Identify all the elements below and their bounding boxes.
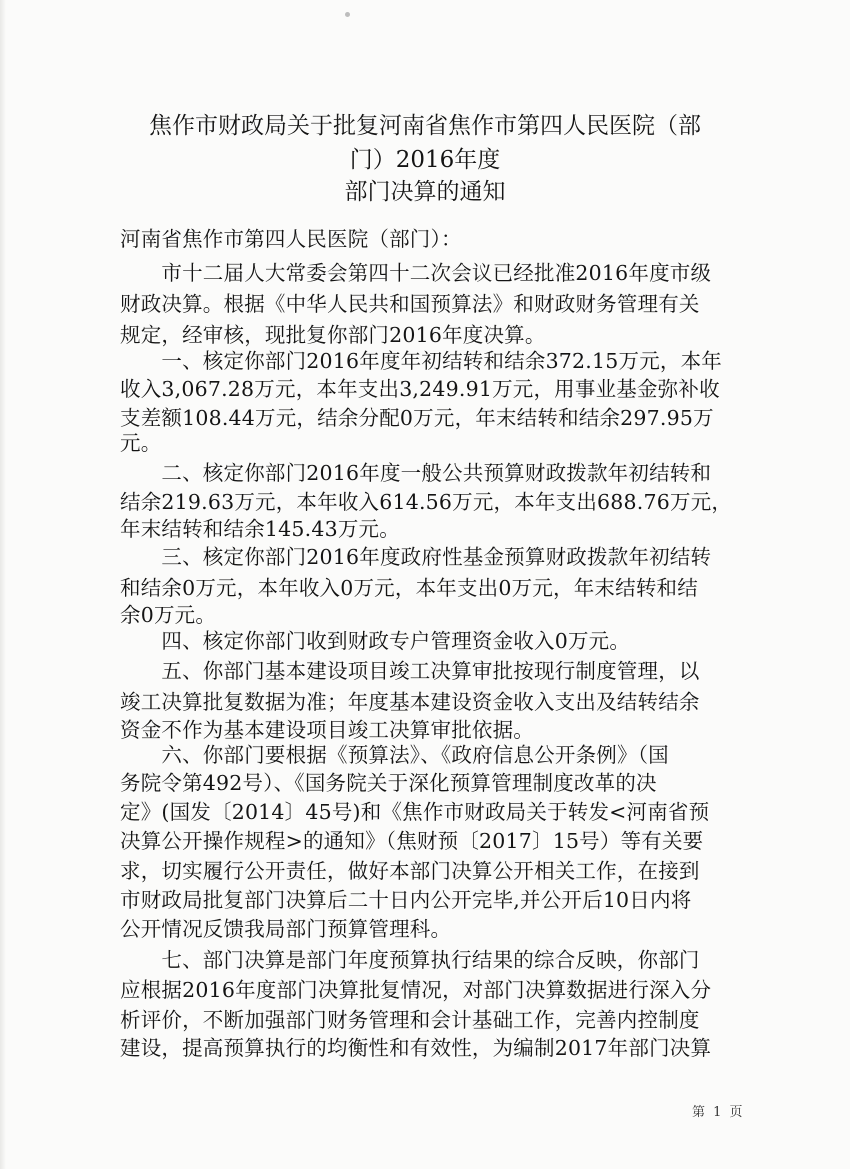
- body-line: 建设，提高预算执行的均衡性和有效性，为编制2017年部门决算: [120, 1036, 712, 1060]
- body-line: 和结余0万元，本年收入0万元，本年支出0万元，年末结转和结: [120, 576, 698, 600]
- body-line: 公开情况反馈我局部门预算管理科。: [120, 917, 452, 941]
- body-line: 收入3,067.28万元，本年支出3,249.91万元，用事业基金弥补收: [120, 377, 720, 401]
- body-line: 财政决算。根据《中华人民共和国预算法》和财政财务管理有关: [120, 292, 700, 316]
- addressee-line: 河南省焦作市第四人民医院（部门）：: [120, 227, 462, 251]
- document-title-line-1: 焦作市财政局关于批复河南省焦作市第四人民医院（部: [149, 113, 701, 139]
- body-line: 务院令第492号）、《国务院关于深化预算管理制度改革的决: [120, 771, 657, 795]
- body-line: 求，切实履行公开责任，做好本部门决算公开相关工作，在接到: [120, 859, 700, 883]
- body-line: 资金不作为基本建设项目竣工决算审批依据。: [120, 718, 534, 742]
- body-line: 年末结转和结余145.43万元。: [120, 517, 400, 541]
- body-line: 定》(国发〔2014〕45号)和《焦作市财政局关于转发<河南省预: [120, 800, 710, 824]
- body-line: 规定，经审核，现批复你部门2016年度决算。: [120, 323, 546, 347]
- body-line: 市十二届人大常委会第四十二次会议已经批准2016年度市级: [120, 261, 712, 285]
- body-line: 竣工决算批复数据为准；年度基本建设资金收入支出及结转结余: [120, 690, 700, 714]
- body-line: 二、核定你部门2016年度一般公共预算财政拨款年初结转和: [120, 461, 712, 485]
- body-line: 决算公开操作规程>的通知》（焦财预〔2017〕15号）等有关要: [120, 829, 704, 853]
- body-line: 四、核定你部门收到财政专户管理资金收入0万元。: [120, 629, 631, 653]
- body-line: 一、核定你部门2016年度年初结转和结余372.15万元，本年: [120, 349, 722, 373]
- document-title-line-2: 门）2016年度: [349, 147, 501, 173]
- document-title-line-3: 部门决算的通知: [344, 179, 506, 205]
- body-line: 五、你部门基本建设项目竣工决算审批按现行制度管理，以: [120, 659, 700, 683]
- body-line: 六、你部门要根据《预算法》、《政府信息公开条例》（国: [120, 743, 669, 767]
- body-line: 析评价，不断加强部门财务管理和会计基础工作，完善内控制度: [120, 1008, 700, 1032]
- scan-artifact-dot: [345, 12, 350, 17]
- body-line: 元。: [120, 431, 162, 455]
- body-line: 应根据2016年度部门决算批复情况，对部门决算数据进行深入分: [120, 978, 712, 1002]
- page-number: 第 1 页: [692, 1105, 745, 1120]
- body-line: 余0万元。: [120, 603, 217, 627]
- body-line: 支差额108.44万元，结余分配0万元，年末结转和结余297.95万: [120, 406, 714, 430]
- body-line: 七、部门决算是部门年度预算执行结果的综合反映，你部门: [120, 948, 700, 972]
- body-line: 三、核定你部门2016年度政府性基金预算财政拨款年初结转: [120, 545, 712, 569]
- scan-edge: [0, 0, 6, 1169]
- body-line: 市财政局批复部门决算后二十日内公开完毕,并公开后10日内将: [120, 888, 692, 912]
- body-line: 结余219.63万元，本年收入614.56万元，本年支出688.76万元，: [120, 490, 733, 514]
